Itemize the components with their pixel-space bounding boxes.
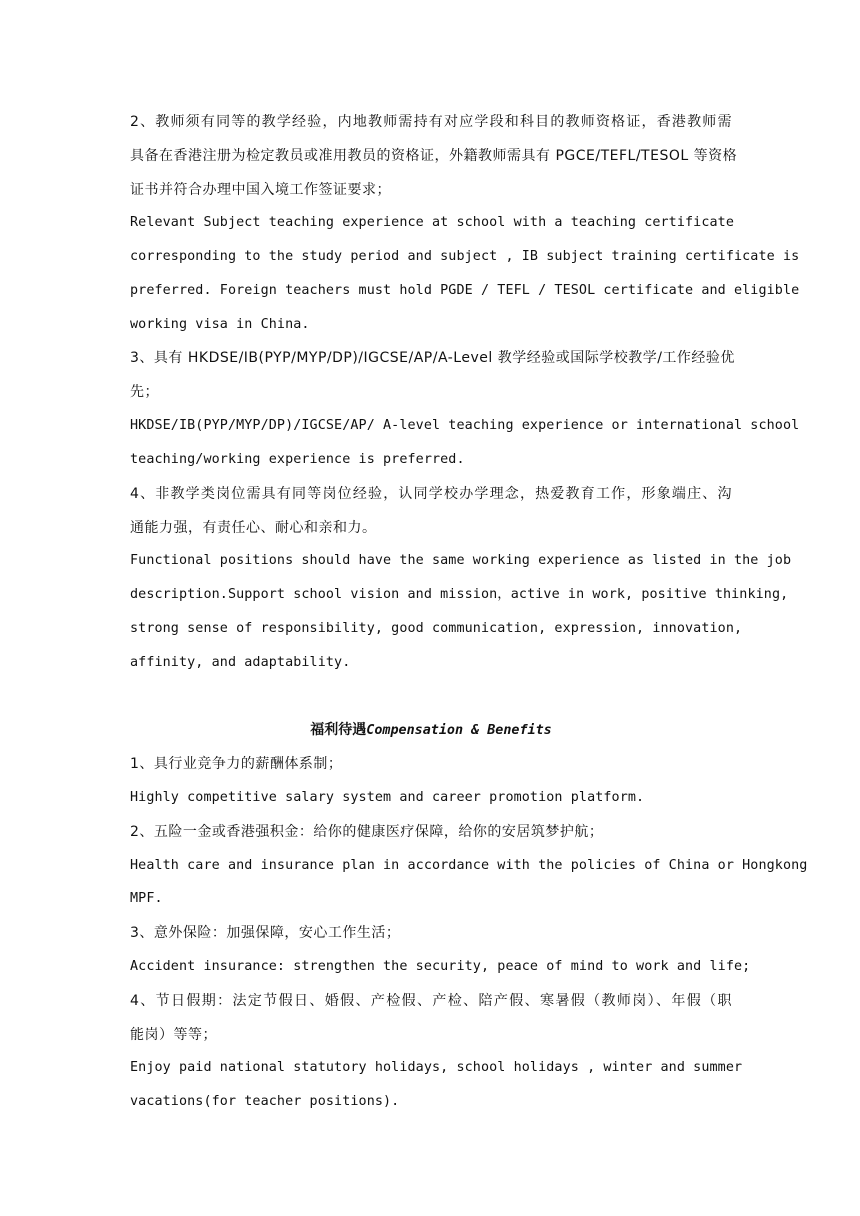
requirement-4-zh-line-1: 4、非教学类岗位需具有同等岗位经验，认同学校办学理念，热爱教育工作，形象端庄、沟: [130, 486, 732, 502]
benefit-3-en: Accident insurance: strengthen the security, peace of mind to work and life;: [130, 959, 751, 974]
document-page: [130, 0, 808, 1216]
requirement-4-en-line-1: Functional positions should have the same working experience as listed in the job: [130, 553, 792, 568]
benefit-4-en-line-1: Enjoy paid national statutory holidays, school holidays , winter and summer: [130, 1060, 743, 1075]
benefit-4-zh-line-1: 4、节日假期：法定节假日、婚假、产检假、产检、陪产假、寒暑假（教师岗）、年假（职: [130, 993, 732, 1009]
requirement-4-en-line-3: strong sense of responsibility, good communication, expression, innovation,: [130, 621, 743, 636]
requirement-2-zh-line-3: 证书并符合办理中国入境工作签证要求；: [130, 182, 391, 198]
benefit-1-en: Highly competitive salary system and career promotion platform.: [130, 790, 645, 805]
requirement-4-zh-line-2: 通能力强，有责任心、耐心和亲和力。: [130, 520, 377, 536]
requirement-3-en-line-1: HKDSE/IB(PYP/MYP/DP)/IGCSE/AP/ A-level teaching experience or international school: [130, 418, 800, 433]
requirement-2-zh-line-1: 2、教师须有同等的教学经验，内地教师需持有对应学段和科目的教师资格证，香港教师需: [130, 114, 732, 130]
requirement-4-en-line-4: affinity, and adaptability.: [130, 655, 351, 670]
benefit-4-zh-line-2: 能岗）等等；: [130, 1027, 217, 1043]
benefit-4-en-line-2: vacations(for teacher positions).: [130, 1094, 400, 1109]
requirement-2-en-line-2: corresponding to the study period and subject , IB subject training certificate is: [130, 249, 800, 264]
benefit-3-zh: 3、意外保险：加强保障，安心工作生活；: [130, 925, 401, 941]
benefit-2-zh: 2、五险一金或香港强积金：给你的健康医疗保障，给你的安居筑梦护航；: [130, 824, 604, 840]
requirement-4-en-line-2: description.Support school vision and mission，active in work, positive thinking,: [130, 587, 789, 602]
benefit-2-en-line-2: MPF.: [130, 891, 163, 906]
benefits-heading-en: Compensation & Benefits: [366, 723, 552, 738]
benefits-heading: [130, 720, 732, 741]
benefit-1-zh: 1、具行业竞争力的薪酬体系制；: [130, 756, 343, 772]
requirement-2-en-line-3: preferred. Foreign teachers must hold PGDE / TEFL / TESOL certificate and eligible: [130, 283, 800, 298]
benefit-2-en-line-1: Health care and insurance plan in accordance with the policies of China or Hongkong: [130, 858, 808, 873]
requirement-3-zh-line-1: 3、具有 HKDSE/IB(PYP/MYP/DP)/IGCSE/AP/A-Level 教学经验或国际学校教学/工作经验优: [130, 350, 735, 366]
benefits-heading-zh: 福利待遇: [310, 722, 367, 738]
requirement-2-en-line-1: Relevant Subject teaching experience at school with a teaching certificate: [130, 215, 734, 230]
requirement-2-en-line-4: working visa in China.: [130, 317, 310, 332]
requirement-3-zh-line-2: 先；: [130, 384, 159, 400]
requirement-2-zh-line-2: 具备在香港注册为检定教员或准用教员的资格证，外籍教师需具有 PGCE/TEFL/TESOL 等资格: [130, 148, 738, 164]
requirement-3-en-line-2: teaching/working experience is preferred.: [130, 452, 465, 467]
